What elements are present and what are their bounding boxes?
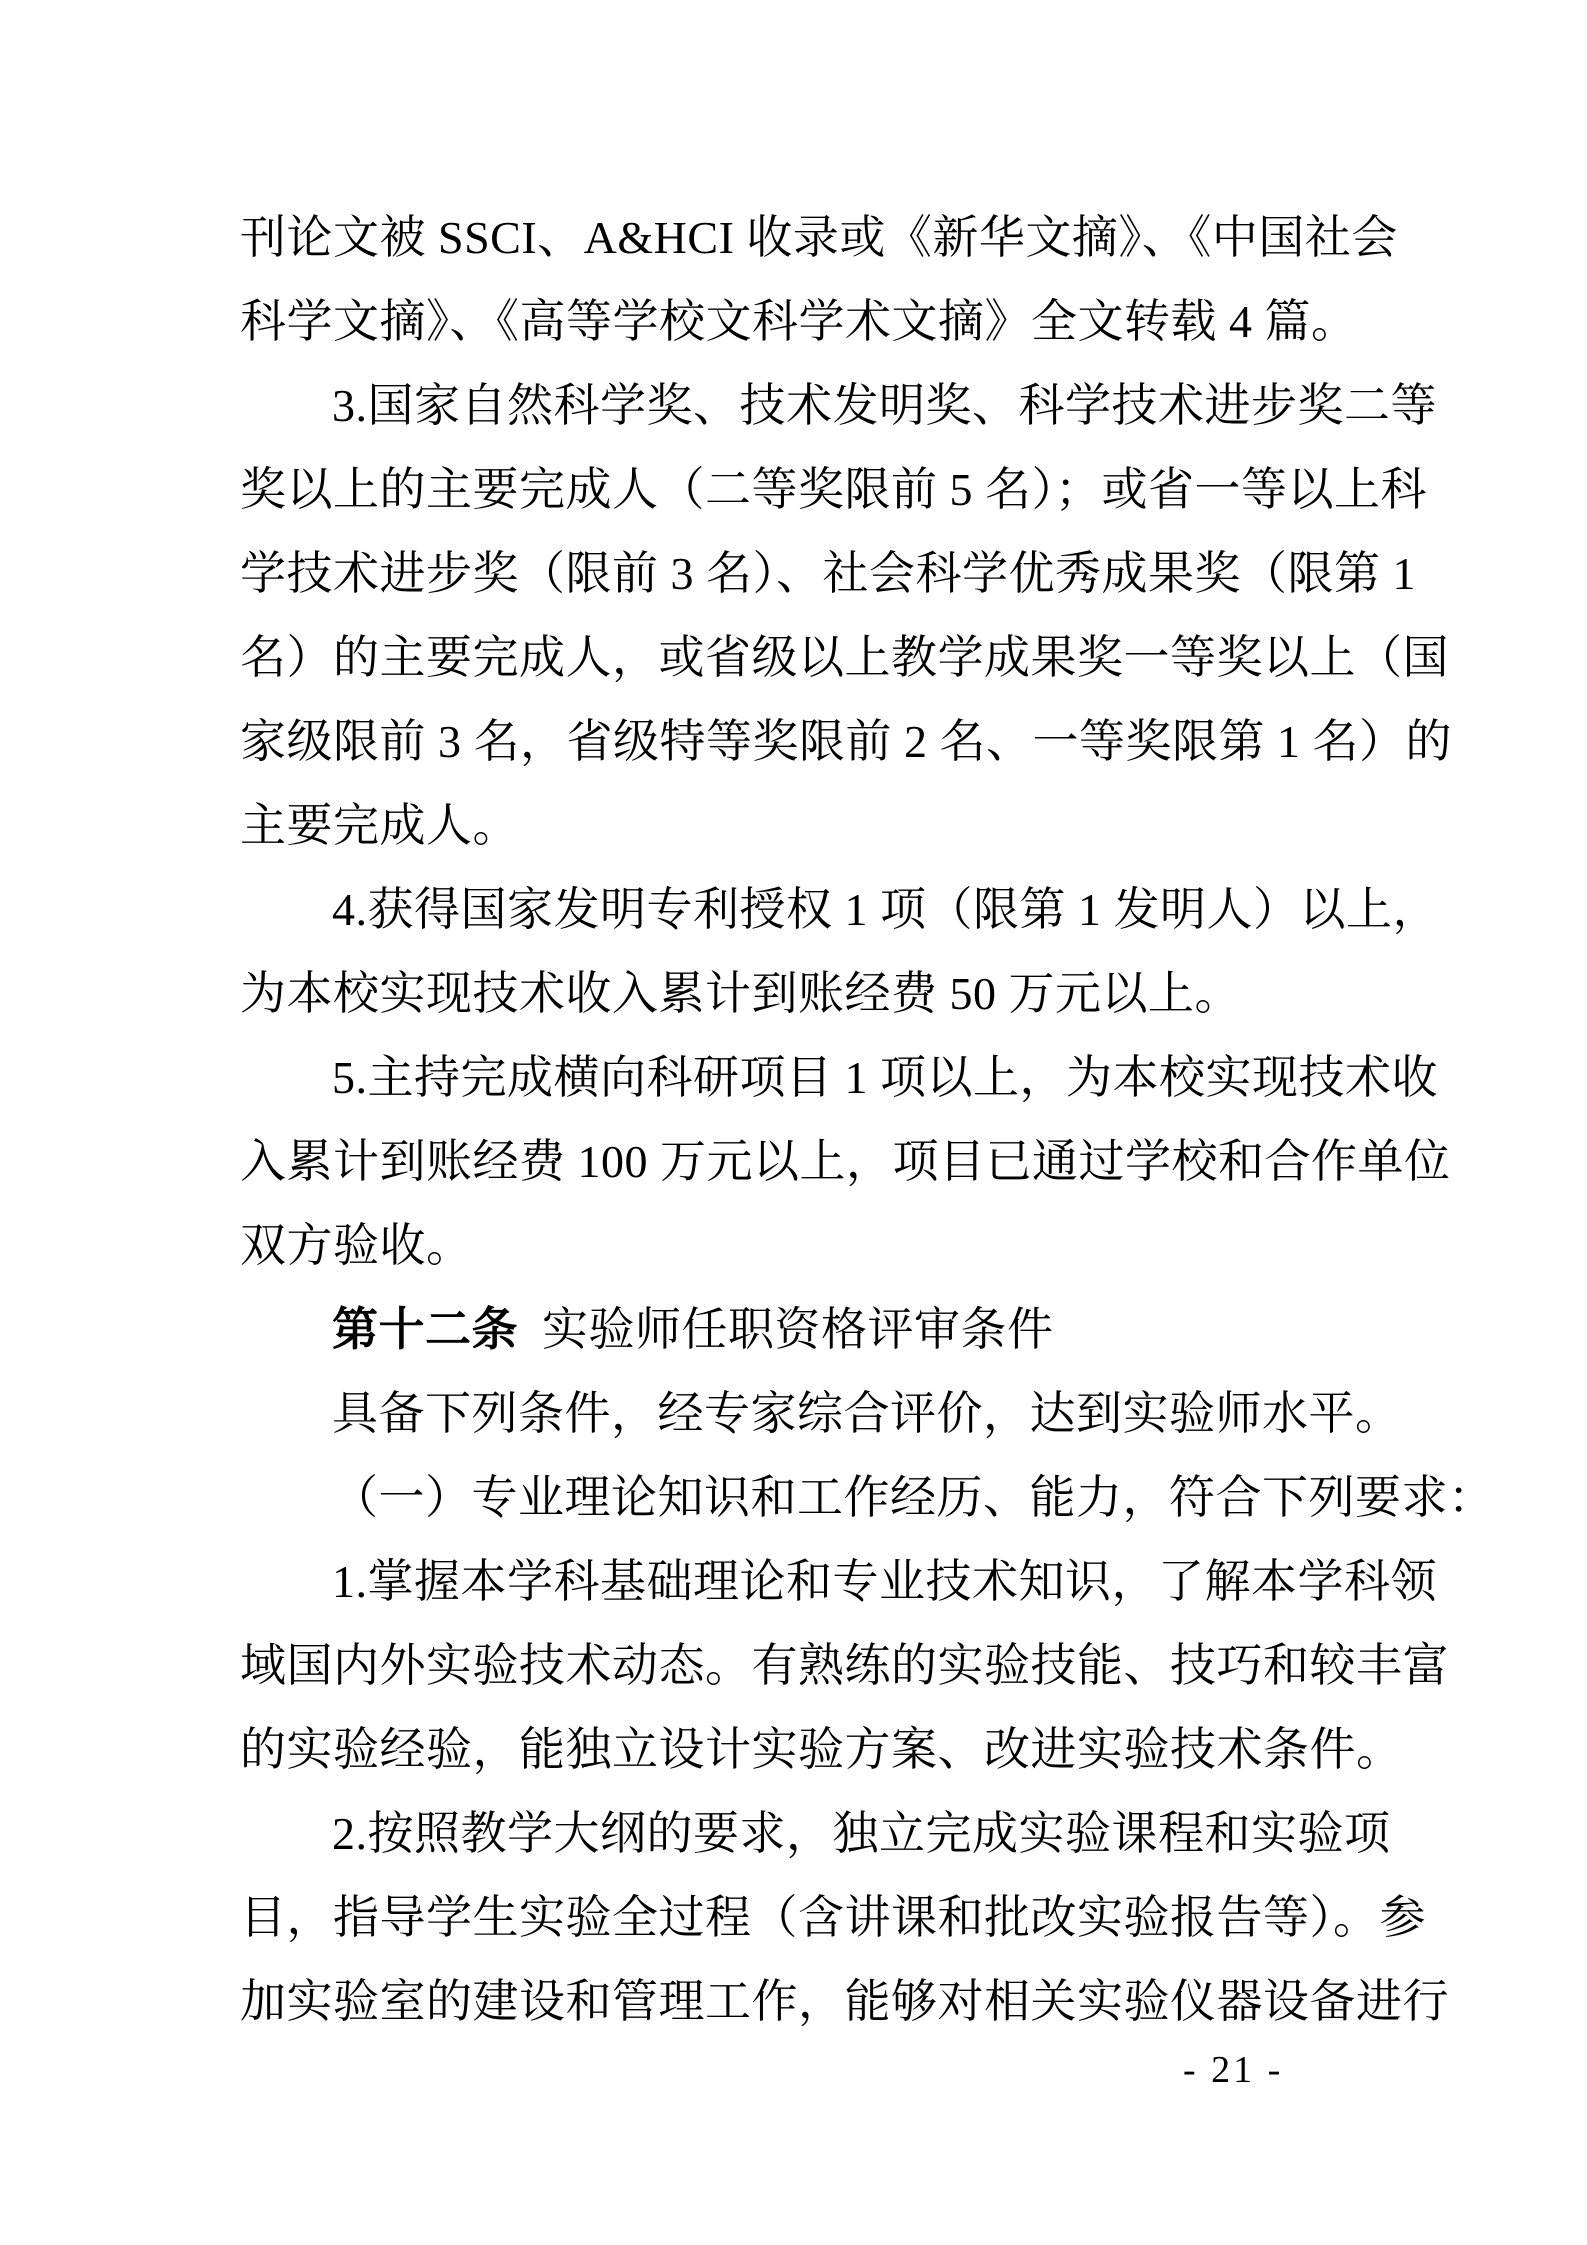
text-line: 5.主持完成横向科研项目 1 项以上，为本校实现技术收 [332, 1052, 1438, 1103]
text-line: 2.按照教学大纲的要求，独立完成实验课程和实验项 [332, 1808, 1391, 1859]
text-line: 学技术进步奖（限前 3 名）、社会科学优秀成果奖（限第 1 [240, 548, 1416, 599]
page-number: - 21 - [1183, 2049, 1284, 2091]
text-line: 主要完成人。 [240, 800, 519, 851]
text-line: 3.国家自然科学奖、技术发明奖、科学技术进步奖二等 [332, 380, 1437, 431]
text-line: 科学文摘》、《高等学校文科学术文摘》全文转载 4 篇。 [240, 296, 1358, 347]
text-line: 具备下列条件，经专家综合评价，达到实验师水平。 [332, 1388, 1402, 1439]
text-line: 家级限前 3 名，省级特等奖限前 2 名、一等奖限第 1 名）的 [240, 716, 1452, 767]
text-line: 1.掌握本学科基础理论和专业技术知识，了解本学科领 [332, 1556, 1437, 1607]
text-line: 4.获得国家发明专利授权 1 项（限第 1 发明人）以上， [332, 884, 1439, 935]
text-line: 为本校实现技术收入累计到账经费 50 万元以上。 [240, 968, 1241, 1019]
text-line: 奖以上的主要完成人（二等奖限前 5 名）；或省一等以上科 [240, 464, 1427, 515]
text-line: 刊论文被 SSCI、A&HCI 收录或《新华文摘》、《中国社会 [240, 212, 1398, 263]
text-line: 域国内外实验技术动态。有熟练的实验技能、技巧和较丰富 [240, 1640, 1449, 1691]
section-heading-line [240, 1288, 1440, 1372]
text-line: 名）的主要完成人，或省级以上教学成果奖一等奖以上（国 [240, 632, 1449, 683]
text-line: （一）专业理论知识和工作经历、能力，符合下列要求： [332, 1472, 1495, 1523]
text-block [240, 196, 1495, 2044]
text-line: 加实验室的建设和管理工作，能够对相关实验仪器设备进行 [240, 1976, 1449, 2027]
text-line: 入累计到账经费 100 万元以上，项目已通过学校和合作单位 [240, 1136, 1451, 1187]
heading-term: 第十二条 [332, 1304, 518, 1355]
text-line: 的实验经验，能独立设计实验方案、改进实验技术条件。 [240, 1724, 1403, 1775]
text-line: 双方验收。 [240, 1220, 473, 1271]
heading-text: 实验师任职资格评审条件 [542, 1304, 1054, 1355]
text-line: 目，指导学生实验全过程（含讲课和批改实验报告等）。参 [240, 1892, 1426, 1943]
